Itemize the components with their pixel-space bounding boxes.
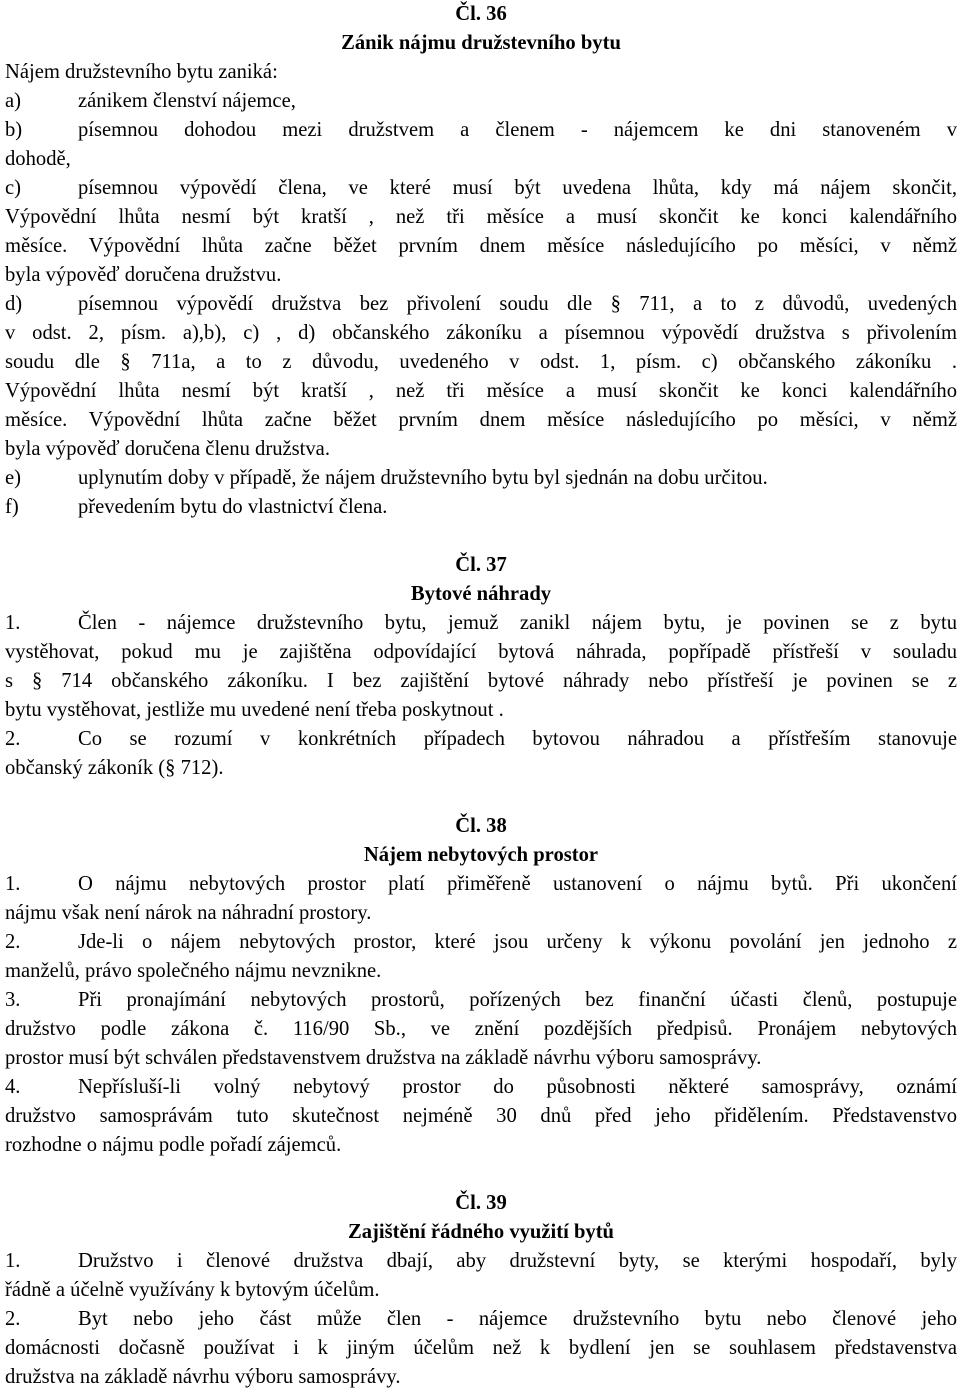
spacer [5,1160,957,1189]
article-title: Zajištění řádného využití bytů [347,1221,615,1243]
item-text: Byt nebo jeho část může člen - nájemce družstevního bytu nebo členové jeho [78,1308,957,1330]
article-39 [5,1189,957,1392]
item-label: 2. [5,1308,21,1330]
paragraph-1 [5,609,957,638]
paragraph-line: měsíce. Výpovědní lhůta začne běžet prvním dnem měsíce následujícího po měsíci, v němž [5,235,957,257]
paragraph-1 [5,1247,957,1276]
paragraph-2 [5,928,957,957]
item-text: Nepřísluší-li volný nebytový prostor do působnosti některé samosprávy, oznámí [78,1076,957,1098]
list-item-f [5,493,957,522]
paragraph-line: rozhodne o nájmu podle pořadí zájemců. [5,1134,342,1156]
paragraph-line: soudu dle § 711a, a to z důvodu, uvedeného v odst. 1, písm. c) občanského zákoníku . [5,351,957,373]
paragraph-line: dohodě, [5,148,71,170]
article-number: Čl. 37 [455,554,507,576]
item-text: O nájmu nebytových prostor platí přiměřeně ustanovení o nájmu bytů. Při ukončení [78,873,957,895]
item-label: d) [5,293,23,315]
list-item-a [5,87,957,116]
item-text: písemnou dohodou mezi družstvem a členem - nájemcem ke dni stanoveném v [78,119,957,141]
item-label: f) [5,496,19,518]
item-text: písemnou výpovědí družstva bez přivolení soudu dle § 711, a to z důvodů, uvedených [78,293,957,315]
paragraph-4 [5,1073,957,1102]
list-item-e [5,464,957,493]
paragraph-2 [5,1305,957,1334]
item-label: c) [5,177,21,199]
paragraph-line: v odst. 2, písm. a),b), c) , d) občanského zákoníku a písemnou výpovědí družstva s přivolením [5,322,957,344]
paragraph-line: manželů, právo společného nájmu nevznikne. [5,960,382,982]
item-label: 2. [5,931,21,953]
item-text: zánikem členství nájemce, [78,90,296,112]
paragraph-line: bytu vystěhovat, jestliže mu uvedené není třeba poskytnout . [5,699,504,721]
paragraph-line: vystěhovat, pokud mu je zajištěna odpovídající bytová náhrada, popřípadě přístřeší v souladu [5,641,957,663]
item-label: 1. [5,873,21,895]
article-title: Bytové náhrady [410,583,552,605]
spacer [5,522,957,551]
item-label: 4. [5,1076,21,1098]
paragraph-line: byla výpověď doručena družstvu. [5,264,282,286]
document-page [5,0,957,1392]
item-label: 1. [5,612,21,634]
item-text: Člen - nájemce družstevního bytu, jemuž zanikl nájem bytu, je povinen se z bytu [78,612,957,634]
article-number: Čl. 39 [455,1192,507,1214]
paragraph-line: družstvo podle zákona č. 116/90 Sb., ve znění pozdějších předpisů. Pronájem nebytových [5,1018,957,1040]
paragraph-line: prostor musí být schválen představenstvem družstva na základě návrhu výboru samosprávy. [5,1047,762,1069]
item-label: 2. [5,728,21,750]
item-text: Při pronajímání nebytových prostorů, pořízených bez finanční účasti členů, postupuje [78,989,957,1011]
paragraph-2 [5,725,957,754]
paragraph-line: Výpovědní lhůta nesmí být kratší , než tři měsíce a musí skončit ke konci kalendářního [5,380,957,402]
paragraph-line: nájmu však není nárok na náhradní prostory. [5,902,372,924]
item-label: e) [5,467,21,489]
article-title: Zánik nájmu družstevního bytu [341,32,621,54]
paragraph-line: byla výpověď doručena členu družstva. [5,438,330,460]
article-37 [5,551,957,783]
paragraph-line: družstvo samosprávám tuto skutečnost nejméně 30 dnů před jeho přidělením. Představenstvo [5,1105,957,1127]
article-38 [5,812,957,1160]
item-label: b) [5,119,23,141]
item-label: 1. [5,1250,21,1272]
item-text: Jde-li o nájem nebytových prostor, které jsou určeny k výkonu povolání jen jednoho z [78,931,957,953]
item-text: uplynutím doby v případě, že nájem družstevního bytu byl sjednán na dobu určitou. [78,467,768,489]
list-item-b [5,116,957,145]
paragraph-line: s § 714 občanského zákoníku. I bez zajištění bytové náhrady nebo přístřeší je povinen se z [5,670,957,692]
paragraph-line: řádně a účelně využívány k bytovým účelům. [5,1279,380,1301]
item-label: 3. [5,989,21,1011]
item-text: Družstvo i členové družstva dbají, aby družstevní byty, se kterými hospodaří, byly [78,1250,957,1272]
list-item-d [5,290,957,319]
paragraph-1 [5,870,957,899]
item-text: převedením bytu do vlastnictví člena. [78,496,388,518]
spacer [5,783,957,812]
article-number: Čl. 36 [455,3,507,25]
list-item-c [5,174,957,203]
paragraph-line: měsíce. Výpovědní lhůta začne běžet prvním dnem měsíce následujícího po měsíci, v němž [5,409,957,431]
paragraph-line: občanský zákoník (§ 712). [5,757,224,779]
article-title: Nájem nebytových prostor [363,844,599,866]
paragraph-line: Nájem družstevního bytu zaniká: [5,61,278,83]
item-text: Co se rozumí v konkrétních případech bytovou náhradou a přístřeším stanovuje [78,728,957,750]
article-number: Čl. 38 [455,815,507,837]
paragraph-line: Výpovědní lhůta nesmí být kratší , než tři měsíce a musí skončit ke konci kalendářního [5,206,957,228]
paragraph-line: družstva na základě návrhu výboru samosprávy. [5,1366,401,1388]
item-text: písemnou výpovědí člena, ve které musí být uvedena lhůta, kdy má nájem skončit, [78,177,957,199]
article-36 [5,0,957,522]
item-label: a) [5,90,21,112]
paragraph-line: domácnosti dočasně používat i k jiným účelům než k bydlení jen se souhlasem představenstva [5,1337,957,1359]
paragraph-3 [5,986,957,1015]
